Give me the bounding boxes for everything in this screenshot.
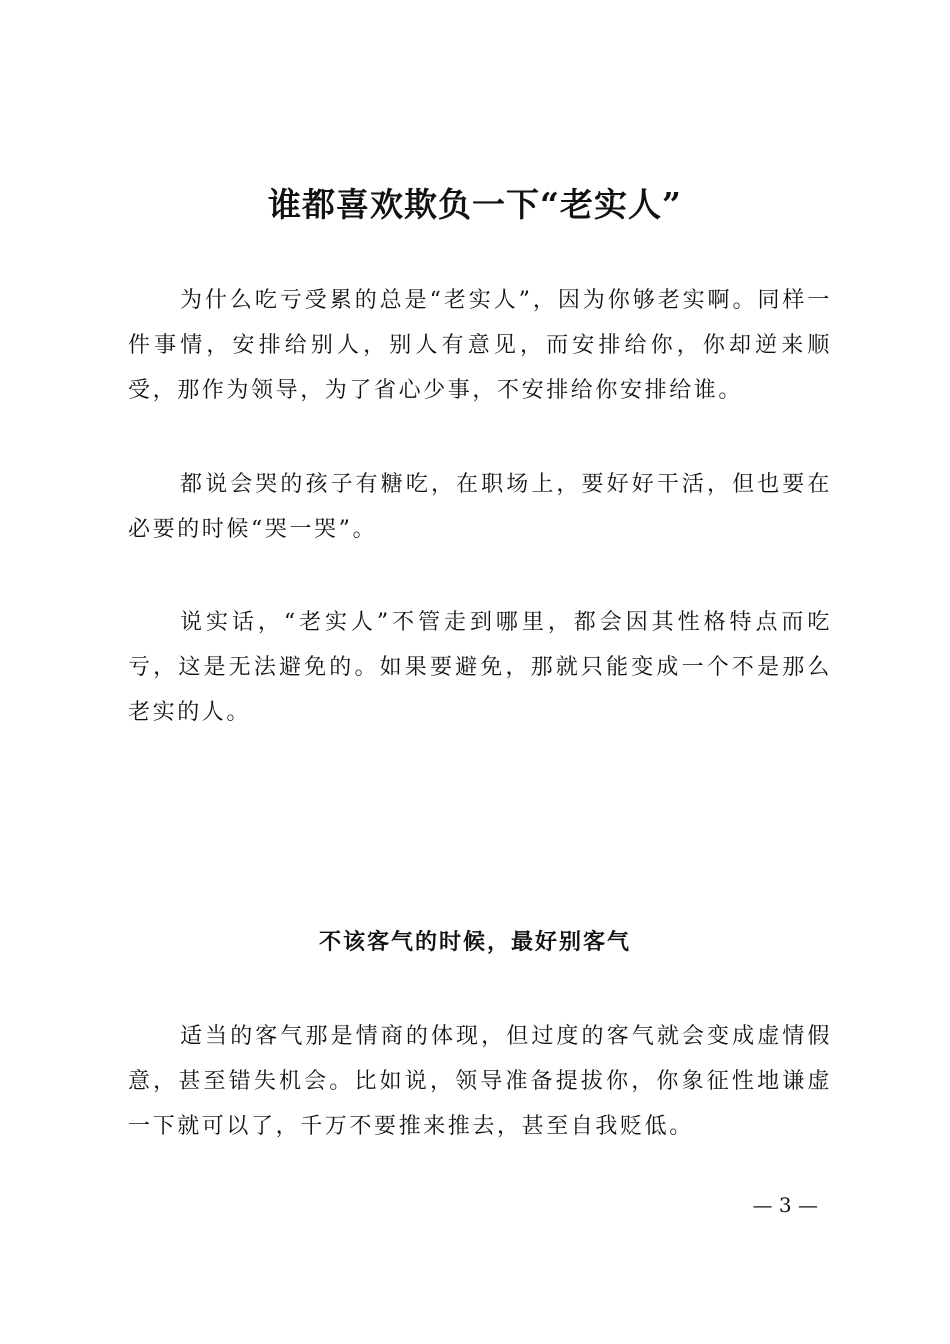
paragraph-2: 都说会哭的孩子有糖吃，在职场上，要好好干活，但也要在必要的时候“哭一哭”。 (128, 472, 832, 542)
section-subheading: 不该客气的时候，最好别客气 (318, 929, 631, 955)
paragraph-3: 说实话，“老实人”不管走到哪里，都会因其性格特点而吃亏，这是无法避免的。如果要避免，那就只能变成一个不是那么老实的人。 (128, 610, 832, 725)
document-title: 谁都喜欢欺负一下“老实人” (268, 185, 682, 224)
paragraph-1: 为什么吃亏受累的总是“老实人”，因为你够老实啊。同样一件事情，安排给别人，别人有意见，而安排给你，你却逆来顺受，那作为领导，为了省心少事，不安排给你安排给谁。 (128, 288, 832, 403)
page-number: — 3 — (752, 1193, 818, 1217)
paragraph-4: 适当的客气那是情商的体现，但过度的客气就会变成虚情假意，甚至错失机会。比如说，领导准备提拔你，你象征性地谦虚一下就可以了，千万不要推来推去，甚至自我贬低。 (128, 1024, 832, 1139)
